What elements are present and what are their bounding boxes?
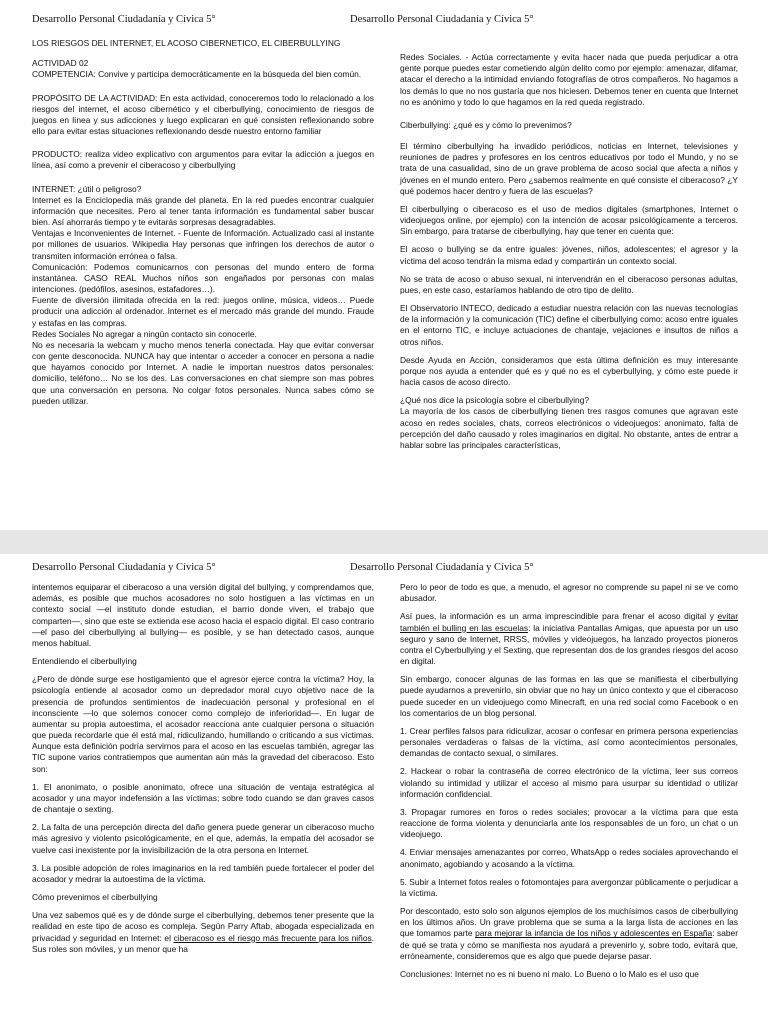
internet-heading: INTERNET: ¿útil o peligroso? [32,183,142,194]
proposito-paragraph: PROPÓSITO DE LA ACTIVIDAD: En esta actividad, conoceremos todo lo relacionado a los riesgos del internet, el acoso cibernético y el ciberbullying, conocimiento de riesgos de juegos en línea y sus adicciones y luego explicaran en qué consisten reflexionando sobre ello para evitar estas situaciones reflexionando desde nuestro entorno familiar [32,92,374,137]
agresor-paragraph: Pero lo peor de todo es que, a menudo, el agresor no comprende su papel ni se ve como abusador. [400,582,738,604]
infancia-espana-link[interactable]: para mejorar la infancia de los niños y adolescentes en España [475,928,713,939]
ciberbullying-ayuda-accion: Desde Ayuda en Acción, consideramos que esta última definición es muy interesante porque nos ayuda a entender qué es y qué no es el cyberbullying, y cómo este puede ir hacia casos de acoso directo. [400,354,738,388]
list-item: 3. Propagar rumores en foros o redes sociales; provocar a la víctima para que esta reaccione de forma violenta y denunciarla ante los responsables de un foro, un chat o un videojuego. [400,806,738,840]
list-item: 1. Crear perfiles falsos para ridiculizar, acosar o confesar en primera persona experiencias personales verdaderas o falsas de la víctima, así como acontecimientos personales, demandas de contacto sexual, o similares. [400,725,738,759]
hostigamiento-paragraph: ¿Pero de dónde surge ese hostigamiento que el agresor ejerce contra la víctima? Hoy, la psicología entiende al acosador como un depredador moral cuyo objetivo nace de la presencia de profundos sentimientos de inadecuación personal y profesional en el inconsciente —lo que solemos conocer como complejo de inferioridad—. En lugar de aumentar su propia autoestima, el acosador reacciona ante cualquier persona o situación que pueda recordarle que él está mal, ridiculizando, humillando o criticando a sus víctimas. Aunque esta definición podría servirnos para el acoso en las escuelas también, agregar las TIC supone varios contratiempos que aumentan aún más la gravedad del ciberacoso. Esto son: [32,674,374,774]
diversion-paragraph: Fuente de diversión ilimitada ofrecida en la red: juegos online, música, videos… Puede producir una adicción al ordenador. Internet es el mercado más grande del mundo. Fraude y estafas en las compras. [32,295,374,328]
redes-sociales-paragraph: Redes Sociales. - Actúa correctamente y evita hacer nada que pueda perjudicar a otra gente porque puedes estar cometiendo algún delito como por ejemplo: amenazar, difamar, atacar el derecho a la intimidad enviando fotografías de otros compañeros. No hagamos a los demás lo que no nos gustaría que nos hiciesen. Debemos tener en cuenta que Internet no es anónimo y todo lo que hagamos en la red queda registrado. [400,52,738,107]
conclusiones-paragraph: Conclusiones: Internet no es ni bueno ni malo. Lo Bueno o lo Malo es el uso que [400,968,699,979]
document-title: LOS RIESGOS DEL INTERNET, EL ACOSO CIBERNETICO, EL CIBERBULLYING [32,38,341,48]
entendiendo-heading: Entendiendo el ciberbullying [32,656,137,667]
descontado-paragraph: Por descontado, esto solo son algunos ejemplos de los muchísimos casos de ciberbullying en los últimos años. Un grave problema que se suma a la larga lista de acciones en las que tomamos parte para mejorar la infancia de los niños y adolescentes en España: saber de qué se trata y cómo se manifiesta nos ayudará a prevenirlo y, sobre todo, evitará que, erróneamente, consideremos que es algo que puede dejarse pasar. [400,906,739,961]
parry-aftab-paragraph: Una vez sabemos qué es y de dónde surge el ciberbullying, debemos tener presente que la realidad en este tipo de acoso es compleja. Según Parry Aftab, abogada especializada en privacidad y seguridad en Internet: el ciberacoso es el riesgo más frecuente para los niños. Sus roles son móviles, y un menor que ha [32,910,374,954]
ciberacoso-riesgo-link[interactable]: ciberacoso es el riesgo más frecuente para los niños [173,932,372,943]
page2-left-column [32,582,374,962]
ventajas-paragraph: Ventajas e Inconvenientes de Internet. - Fuente de Información. Actualizado casi al instante por millones de usuarios. Wikipedia Hay personas que infringen los derechos de autor o transmiten información errónea o falsa. [32,228,374,261]
competencia-paragraph: COMPETENCIA: Convive y participa democráticamente en la búsqueda del bien común. [32,69,362,80]
page2-right-column [400,582,738,987]
ciberbullying-iguales: El acoso o bullying se da entre iguales: jóvenes, niños, adolescentes; el agresor y la víctima del acoso tendrán la misma edad y compartirán un contexto social. [400,244,738,266]
producto-paragraph: PRODUCTO: realiza video explicativo con argumentos para evitar la adicción a juegos en línea, así como a prevenir el ciberacoso y ciberbullying [32,149,374,171]
page1-left-column [32,38,374,414]
redes-short-paragraph: Redes Sociales No agregar a ningún contacto sin conocerle. [32,328,257,339]
webcam-paragraph: No es necesaria la webcam y mucho menos tenerla conectada. Hay que evitar conversar con gente desconocida. NUNCA hay que intentar o acceder a conocer en persona a nadie que hayamos conocido por Internet. A nadie le importan nuestros datos personales: domicilio, teléfono… No se los des. Las conversaciones en chat siempre son mas pobres que una conversación en persona. No colgar fotos personales. Nunca sabes cómo se pueden utilizar. [32,339,374,406]
ciberbullying-heading: Ciberbullying: ¿qué es y cómo lo prevenimos? [400,119,572,130]
document-page-2 [0,554,768,1024]
ciberbullying-intro: El término ciberbullying ha invadido periódicos, noticias en Internet, televisiones y reuniones de padres y profesores en los centros educativos por todo el Mundo, y no se trata de una casualidad, sino de un grave problema de acoso social que afecta a niños y jóvenes en el mundo entero. Pero ¿sabemos realmente en qué consiste el ciberacoso? ¿Y qué podemos hacer dentro y fuera de las escuelas? [400,141,738,196]
comunicacion-paragraph: Comunicación: Podemos comunicarnos con personas del mundo entero de forma instantánea. CASO REAL Muchos niños son engañados por personas con malas intenciones. (pedófilos, asesinos, estafadores…). [32,261,374,295]
page-header-left: Desarrollo Personal Ciudadanía y Cívica 5° [32,562,216,573]
internet-body: Internet es la Enciclopedia más grande del planeta. En la red puedes encontrar cualquier información que necesites. Pero al tener tanta información es fundamental saber buscar bien. Así ahorrarás tiempo y te evitarás sorpresas desagradables. [32,194,374,228]
psicologia-body: La mayoría de los casos de ciberbullying tienen tres rasgos comunes que agravan este acoso en redes sociales, chats, correos electrónicos o videojuegos: anonimato, falta de percepción del daño causado y roles imaginarios en digital. No obstante, antes de entrar a hablar sobre las principales características, [400,406,738,450]
ciberbullying-abuso: No se trata de acoso o abuso sexual, ni intervendrán en el ciberacoso personas adultas, pues, en este caso, estaríamos hablando de otro tipo de delito. [400,273,738,295]
list-item: 5. Subir a Internet fotos reales o fotomontajes para avergonzar públicamente o perjudicar a la víctima. [400,876,738,898]
list-item: 2. Hackear o robar la contraseña de correo electrónico de la víctima, leer sus correos violando su intimidad y utilizar el acceso al mismo para usurpar su identidad o utilizar información confidencial. [400,766,738,799]
page-header-left: Desarrollo Personal Ciudadanía y Cívica 5° [32,14,216,25]
list-item: 3. La posible adopción de roles imaginarios en la red también puede fortalecer el poder del acosador y medrar la autoestima de la víctima. [32,862,374,884]
ciberbullying-definition: El ciberbullying o ciberacoso es el uso de medios digitales (smartphones, Internet o videojuegos online, por ejemplo) con la intención de acosar psicológicamente a terceros. Sin embargo, para tratarse de ciberbullying, hay que tener en cuenta que: [400,203,738,237]
prevenimos-heading: Cómo prevenimos el ciberbullying [32,892,158,903]
formas-paragraph: Sin embargo, conocer algunas de las formas en las que se manifiesta el ciberbullying puede ayudarnos a prevenirlo, sin obviar que no hay un único contexto y que el ciberacoso puede suceder en un videojuego como Minecraft, en una red social como Facebook o en los comentarios de un blog personal. [400,674,738,718]
informacion-paragraph: Así pues, la información es un arma imprescindible para frenar el acoso digital y evitar también el bulling en las escuelas: la iniciativa Pantallas Amigas, que apuesta por un uso seguro y sano de Internet, RRSS, móviles y videojuegos, ha lanzado proyectos pioneros contra el Cyberbullying y el Sexting, que representan dos de los grandes riesgos del acoso en digital. [400,611,738,667]
list-item: 4. Enviar mensajes amenazantes por correo, WhatsApp o redes sociales aprovechando el anonimato, agobiando y acosando a la víctima. [400,847,738,869]
page1-right-column [400,52,738,458]
page-separator [0,530,768,554]
bulling-escuelas-link[interactable]: evitar también el bulling en las escuelas [400,611,738,633]
page-header-right: Desarrollo Personal Ciudadanía y Cívica 5° [350,562,534,573]
psicologia-heading: ¿Qué nos dice la psicología sobre el ciberbullying? [400,395,590,406]
page-header-right: Desarrollo Personal Ciudadanía y Cívica 5° [350,14,534,25]
activity-label: ACTIVIDAD 02 [32,58,89,69]
ciberbullying-inteco: El Observatorio INTECO, dedicado a estudiar nuestra relación con las nuevas tecnologías de la información y la comunicación (TIC) define el ciberbullying como: acoso entre iguales en el entorno TIC, e incluye actuaciones de chantaje, vejaciones e insultos de niños a otros niños. [400,303,738,347]
list-item: 2. La falta de una percepción directa del daño genera puede generar un ciberacoso mucho más agresivo y violento psicológicamente, en el que, además, la empatía del acosador se vuelve casi inexistente por la invisibilización de la otra persona en Internet. [32,822,374,855]
list-item: 1. El anonimato, o posible anonimato, ofrece una situación de ventaja estratégica al acosador y una mayor indefensión a las víctimas; sobre todo cuando se dan graves casos de chantaje o sexting. [32,781,374,815]
equiparar-paragraph: intentemos equiparar el ciberacoso a una versión digital del bullying, y comprendamos que, además, es posible que muchos acosadores no solo hostiguen a las víctimas en un contexto social —el instituto donde estudian, el barrio donde viven, el trabajo que comparten—, sino que este se extienda ese acoso hacia el espacio digital. El caso contrario —el paso del ciberbullying al bullying— es posible, y se han detectado casos, aunque menos habitual. [32,582,374,648]
